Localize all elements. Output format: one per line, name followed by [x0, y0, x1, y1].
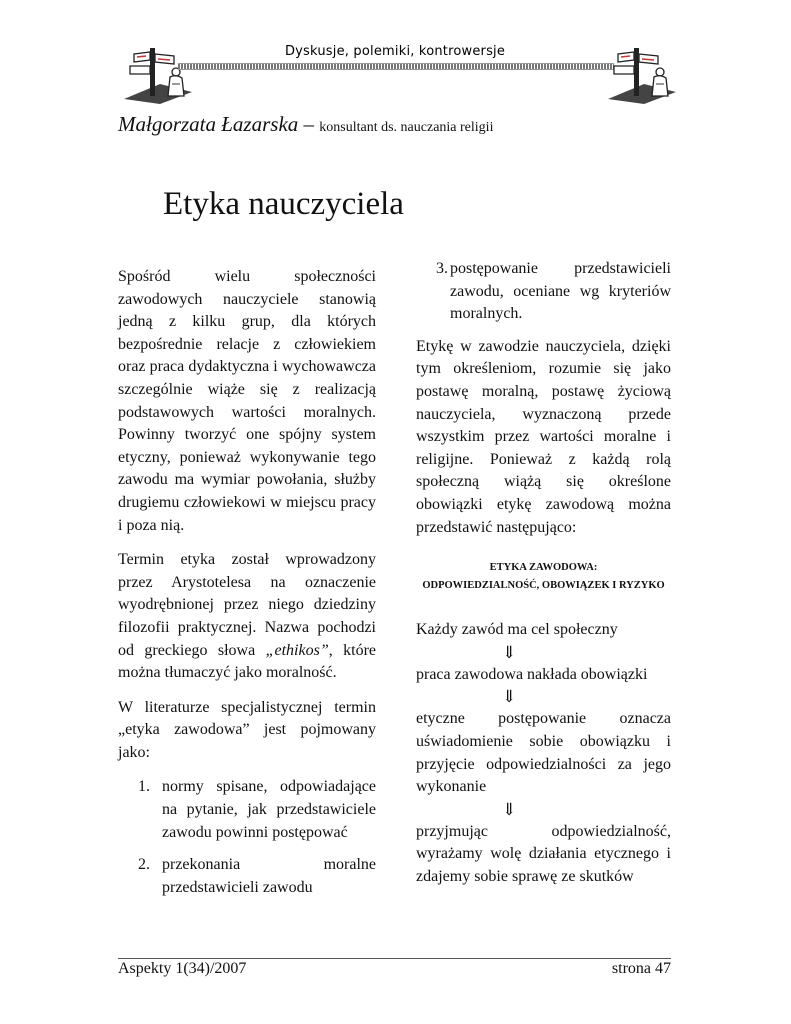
paragraph: Spośród wielu społeczności zawodowych nauczyciele stanowią jedną z kilku grup, dla których bezpośrednie relacje z człowiekiem oraz praca dydaktyczna i wychowawcza szczególnie wiąże się z realizacją podstawowych wartości moralnych. Powinny tworzyć one spójny system etyczny, ponieważ wykonywanie tego zawodu ma wymiar powołania, służby drugiemu człowiekowi w miejscu pracy i poza nią. — [118, 268, 376, 534]
paragraph-text: Termin etyka został wprowadzony przez Arystotelesa na oznaczenie wyodrębnionej przez niego dziedziny filozofii praktycznej. Nazwa pochodzi od greckiego słowa — [118, 551, 376, 659]
author-separator: – — [298, 112, 320, 136]
list-text: przekonania moralne przedstawicieli zawodu — [162, 856, 376, 896]
signpost-figure-icon — [120, 44, 195, 106]
left-column — [118, 258, 376, 909]
paragraph: Etykę w zawodzie nauczyciela, dzięki tym określeniom, rozumie się jako postawę moralną, postawę życiową nauczyciela, wyznaczoną przede wszystkim przez wartości moralne i religijne. Ponieważ z każdą rolą społeczną wiążą się określone obowiązki etykę zawodową można przedstawić następująco: — [416, 337, 671, 536]
down-arrow-icon: ⇓ — [502, 799, 517, 819]
diagram-title: ETYKA ZAWODOWA: — [489, 562, 598, 574]
author-line — [118, 112, 493, 137]
section-title: Dyskusje, polemiki, kontrowersje — [284, 44, 506, 59]
author-role: konsultant ds. nauczania religii — [319, 120, 494, 135]
header-divider — [178, 63, 614, 70]
list-number: 3. — [436, 260, 448, 277]
flow-step: praca zawodowa nakłada obowiązki — [416, 665, 648, 683]
list-item — [416, 258, 671, 326]
definition-list — [416, 258, 671, 326]
flow-step: etyczne postępowanie oznacza uświadomienie sobie obowiązku i przyjęcie odpowiedzialności za jego wykonanie — [416, 710, 671, 796]
list-item — [118, 776, 376, 844]
greek-term: „ethikos” — [265, 641, 329, 659]
list-item — [118, 854, 376, 899]
author-name: Małgorzata Łazarska — [118, 112, 299, 136]
footer-divider — [118, 958, 671, 959]
down-arrow-icon: ⇓ — [502, 642, 517, 662]
paragraph-text: , które można tłumaczyć jako moralność. — [118, 641, 377, 682]
signpost-figure-icon — [604, 44, 679, 106]
down-arrow-icon: ⇓ — [502, 687, 517, 707]
list-number: 2. — [138, 856, 150, 874]
article-title: Etyka nauczyciela — [163, 186, 404, 222]
paragraph — [118, 549, 376, 685]
list-text: normy spisane, odpowiadające na pytanie, jak przedstawiciele zawodu powinni postępować — [162, 778, 376, 841]
definition-list — [118, 776, 376, 899]
paragraph: W literaturze specjalistycznej termin „etyka zawodowa” jest pojmowany jako: — [118, 698, 376, 761]
page-number: strona 47 — [611, 960, 671, 977]
list-number: 1. — [138, 778, 150, 796]
right-column — [416, 258, 671, 888]
flow-step: Każdy zawód ma cel społeczny — [416, 621, 618, 639]
journal-issue: Aspekty 1(34)/2007 — [118, 960, 247, 977]
flow-step: przyjmując odpowiedzialność, wyrażamy wolę działania etycznego i zdajemy sobie sprawę ze skutków — [416, 822, 671, 885]
list-text: postępowanie przedstawicieli zawodu, oceniane wg kryteriów moralnych. — [450, 260, 671, 323]
diagram-subtitle: ODPOWIEDZIALNOŚĆ, OBOWIĄZEK I RYZYKO — [422, 580, 665, 592]
